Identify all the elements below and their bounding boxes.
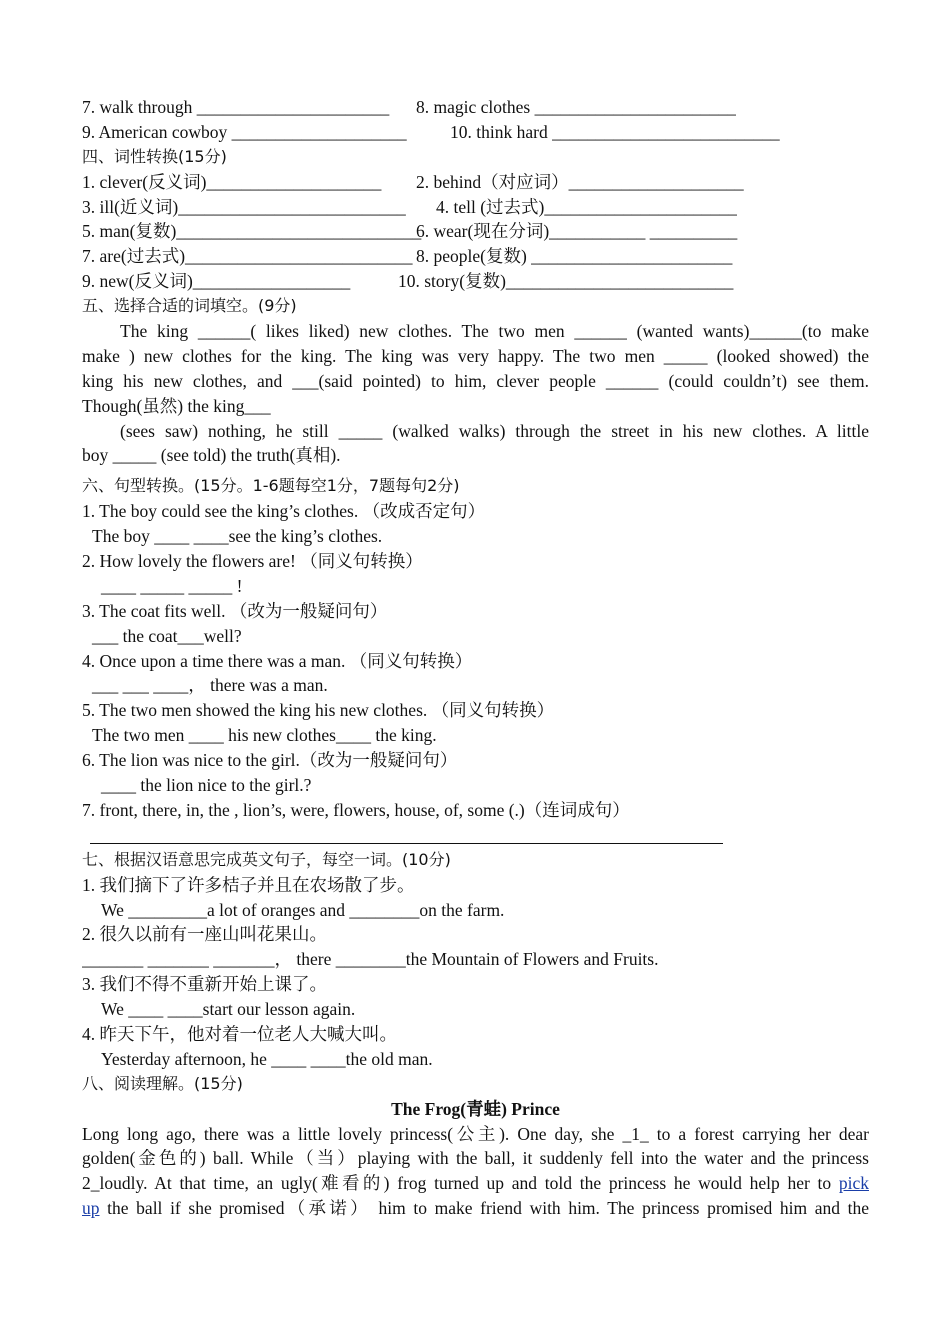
transform-question: 2. How lovely the flowers are! （同义句转换）: [82, 551, 423, 572]
word-form-row: 3. ill(近义词)__________________________ 4. tell (过去式)______________________: [82, 196, 737, 217]
cloze-line: make ) new clothes for the king. The king was very happy. The two men _____ (looked showed) the: [82, 345, 869, 366]
section5-heading: 五、选择合适的词填空。(9分): [82, 296, 297, 316]
section4-heading: 四、词性转换(15分): [82, 146, 227, 166]
passage-line: Long long ago, there was a little lovely princess(公主). One day, she _1_ to a forest carrying her dear: [82, 1123, 869, 1144]
transform-answer: The boy ____ ____see the king’s clothes.: [92, 526, 383, 547]
transform-answer: ____ _____ _____ !: [101, 575, 243, 596]
transform-answer: ___ ___ ____， there was a man.: [92, 675, 328, 696]
translation-prompt: 3. 我们不得不重新开始上课了。: [82, 974, 327, 995]
section6-heading: 六、句型转换。(15分。1-6题每空1分，7题每句2分): [82, 476, 460, 496]
answer-line: [82, 823, 869, 848]
transform-question: 5. The two men showed the king his new clothes. （同义句转换）: [82, 700, 555, 721]
cloze-line: king his new clothes, and ___(said pointed) to him, clever people ______ (could couldn’t) see them.: [82, 370, 869, 391]
translation-prompt: 1. 我们摘下了许多桔子并且在农场散了步。: [82, 874, 415, 895]
translation-answer: Yesterday afternoon, he ____ ____the old man.: [101, 1048, 433, 1069]
translation-prompt: 4. 昨天下午，他对着一位老人大喊大叫。: [82, 1023, 397, 1044]
section8-heading: 八、阅读理解。(15分): [82, 1073, 243, 1093]
passage-line: golden(金色的) ball. While（当）playing with the ball, it suddenly fell into the water and the princess: [82, 1148, 869, 1169]
passage-line: up the ball if she promised（承诺） him to make friend with him. The princess promised him and the: [82, 1198, 869, 1219]
worksheet-page: [82, 95, 869, 1221]
translation-answer: We ____ ____start our lesson again.: [101, 999, 356, 1020]
section7-heading: 七、根据汉语意思完成英文句子，每空一词。(10分): [82, 849, 451, 869]
phrase-row: 9. American cowboy ____________________ 10. think hard __________________________: [82, 121, 780, 142]
cloze-line: boy _____ (see told) the truth(真相).: [82, 445, 341, 466]
word-form-row: 9. new(反义词)__________________ 10. story(复数)__________________________: [82, 271, 734, 292]
pick-up-link[interactable]: pick: [838, 1173, 869, 1194]
translation-answer: _______ _______ _______， there ________the Mountain of Flowers and Fruits.: [82, 949, 659, 970]
transform-answer: ____ the lion nice to the girl.?: [101, 775, 312, 796]
translation-prompt: 2. 很久以前有一座山叫花果山。: [82, 924, 327, 945]
transform-answer: ___ the coat___well?: [92, 625, 242, 646]
cloze-line: The king ______( likes liked) new clothes. The two men ______ (wanted wants)______(to make: [120, 321, 869, 342]
transform-question: 7. front, there, in, the , lion’s, were, flowers, house, of, some (.)（连词成句）: [82, 799, 630, 820]
phrase-row: 7. walk through ______________________ 8. magic clothes _______________________: [82, 97, 736, 117]
cloze-line: (sees saw) nothing, he still _____ (walked walks) through the street in his new clothes. A little: [120, 420, 869, 441]
transform-answer: The two men ____ his new clothes____ the king.: [92, 725, 437, 746]
word-form-row: 7. are(过去式)__________________________ 8. people(复数) _______________________: [82, 246, 733, 267]
passage-line: 2_loudly. At that time, an ugly(难看的) frog turned up and told the princess he would help her to pick: [82, 1173, 869, 1194]
transform-question: 1. The boy could see the king’s clothes. （改成否定句）: [82, 501, 486, 522]
cloze-line: Though(虽然) the king___: [82, 395, 271, 416]
word-form-row: 5. man(复数)____________________________6. wear(现在分词)___________ __________: [82, 221, 738, 242]
transform-question: 4. Once upon a time there was a man. （同义句转换）: [82, 650, 473, 671]
translation-answer: We _________a lot of oranges and ________on the farm.: [101, 899, 505, 920]
pick-up-link-cont[interactable]: up: [82, 1198, 100, 1219]
word-form-row: 1. clever(反义词)____________________ 2. behind（对应词）____________________: [82, 171, 744, 192]
transform-question: 3. The coat fits well. （改为一般疑问句）: [82, 600, 388, 621]
transform-question: 6. The lion was nice to the girl.（改为一般疑问句）: [82, 750, 458, 771]
passage-title: The Frog(青蛙) Prince: [391, 1098, 560, 1119]
